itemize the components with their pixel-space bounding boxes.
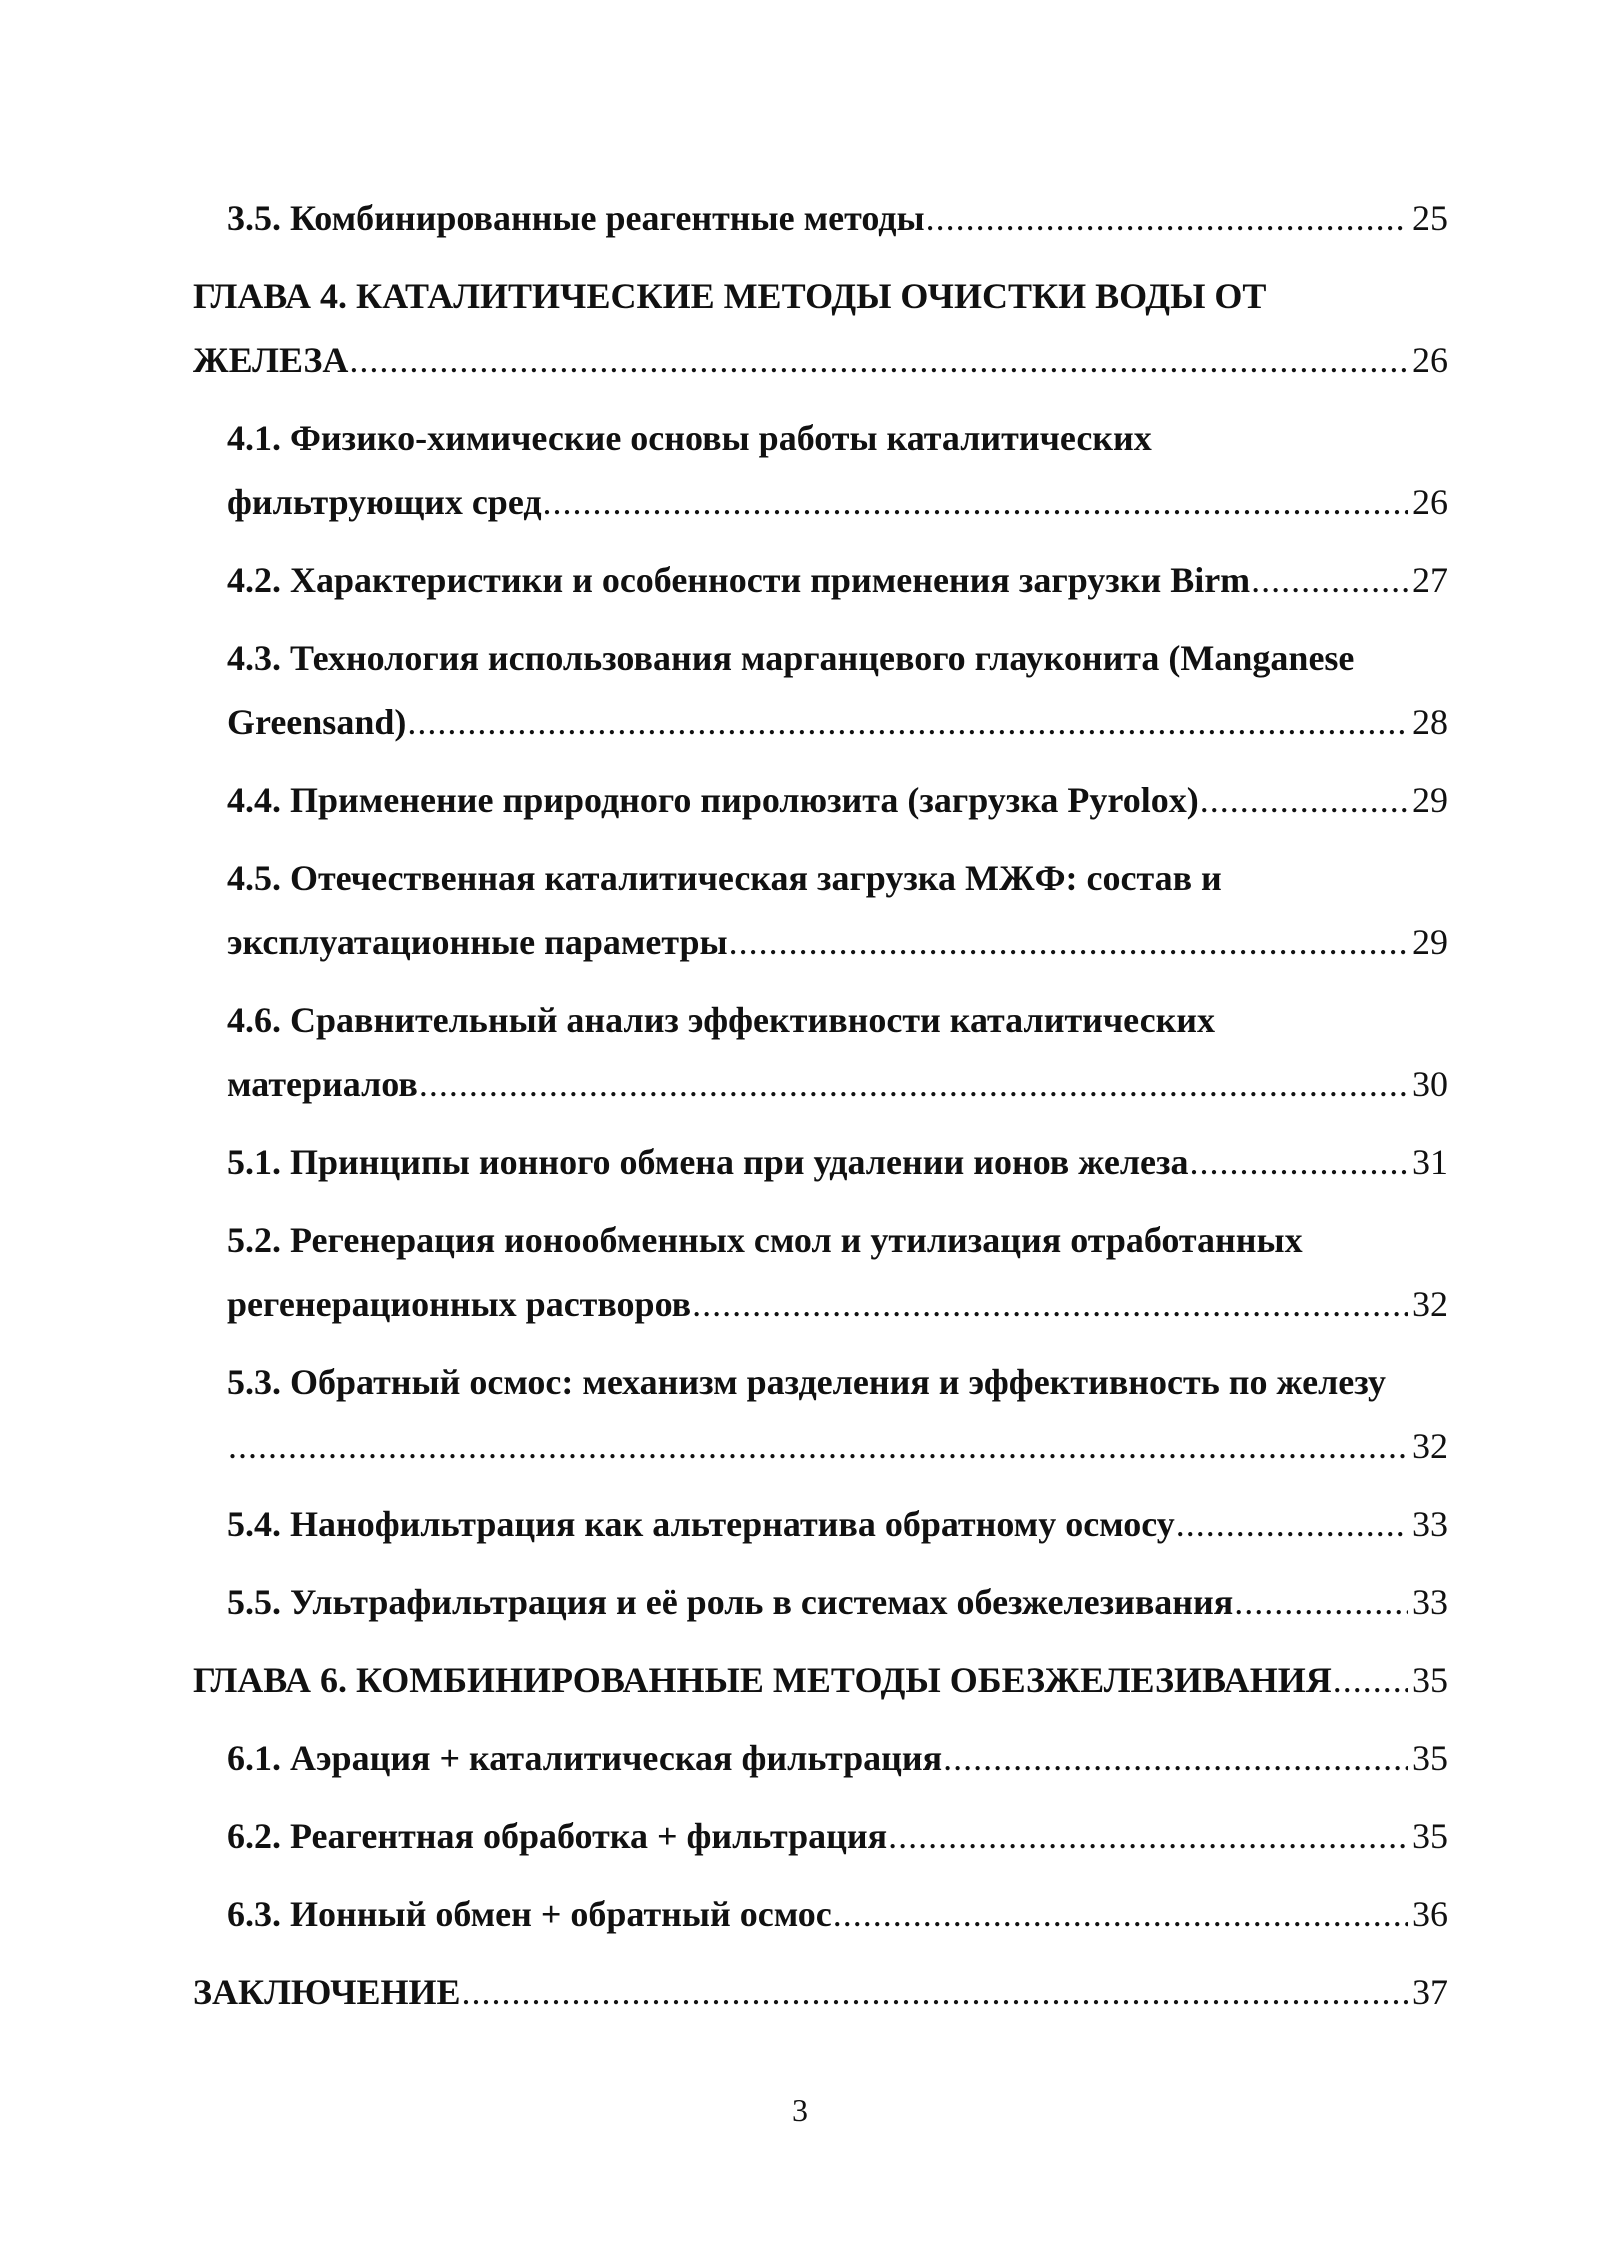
toc-page-number: 27 xyxy=(1412,560,1448,600)
toc-page-number: 26 xyxy=(1412,482,1448,522)
toc-entry-line xyxy=(227,776,1448,824)
toc-page-number: 30 xyxy=(1412,1064,1448,1104)
toc-page-number: 25 xyxy=(1412,198,1448,238)
toc-entry-line xyxy=(227,194,1448,242)
toc-entry-line xyxy=(227,1060,1448,1108)
dot-leader xyxy=(228,1422,1408,1470)
dot-leader xyxy=(729,918,1408,966)
dot-leader xyxy=(1234,1578,1408,1626)
toc-entry-line xyxy=(227,1500,1448,1548)
toc-entry-line xyxy=(227,1216,1303,1264)
toc-entry-title: 4.6. Сравнительный анализ эффективности каталитических xyxy=(227,1000,1216,1040)
toc-entry-line xyxy=(227,556,1448,604)
toc-entry-title: ГЛАВА 4. КАТАЛИТИЧЕСКИЕ МЕТОДЫ ОЧИСТКИ ВОДЫ ОТ xyxy=(193,276,1267,316)
toc-entry-title-continued: Greensand) xyxy=(227,702,407,742)
toc-entry-title: 4.4. Применение природного пиролюзита (загрузка Pyrolox) xyxy=(227,780,1199,820)
toc-page-number: 33 xyxy=(1412,1582,1448,1622)
toc-entry-line xyxy=(193,336,1448,384)
dot-leader xyxy=(1176,1500,1408,1548)
toc-entry-line xyxy=(227,634,1354,682)
toc-entry-line xyxy=(193,1968,1448,2016)
toc-page-number: 32 xyxy=(1412,1426,1448,1466)
toc-page-number: 36 xyxy=(1412,1894,1448,1934)
dot-leader xyxy=(1200,776,1408,824)
toc-entry-title: ЗАКЛЮЧЕНИЕ xyxy=(193,1972,461,2012)
toc-entry-title: 5.5. Ультрафильтрация и её роль в системах обезжелезивания xyxy=(227,1582,1234,1622)
toc-entry-title-continued: эксплуатационные параметры xyxy=(227,922,728,962)
toc-entry-line xyxy=(227,918,1448,966)
toc-page-number: 35 xyxy=(1412,1660,1448,1700)
toc-entry-line xyxy=(227,1422,1448,1470)
toc-entry-title-continued: фильтрующих сред xyxy=(227,482,542,522)
toc-entry-title: 6.3. Ионный обмен + обратный осмос xyxy=(227,1894,832,1934)
toc-entry-title: 5.1. Принципы ионного обмена при удалении ионов железа xyxy=(227,1142,1189,1182)
toc-entry-line xyxy=(227,1578,1448,1626)
toc-entry-line xyxy=(227,1812,1448,1860)
toc-entry-title: 4.1. Физико-химические основы работы каталитических xyxy=(227,418,1152,458)
dot-leader xyxy=(543,478,1408,526)
toc-entry-line xyxy=(227,854,1222,902)
dot-leader xyxy=(943,1734,1408,1782)
toc-page-number: 29 xyxy=(1412,922,1448,962)
toc-entry-title: 3.5. Комбинированные реагентные методы xyxy=(227,198,925,238)
toc-page-number: 31 xyxy=(1412,1142,1448,1182)
toc-entry-title: 4.3. Технология использования марганцевого глауконита (Manganese xyxy=(227,638,1355,678)
toc-entry-title-continued: материалов xyxy=(227,1064,418,1104)
dot-leader xyxy=(833,1890,1408,1938)
toc-entry-title: 5.2. Регенерация ионообменных смол и утилизация отработанных xyxy=(227,1220,1303,1260)
toc-page-number: 35 xyxy=(1412,1816,1448,1856)
toc-page-number: 28 xyxy=(1412,702,1448,742)
dot-leader xyxy=(888,1812,1408,1860)
toc-entry-line xyxy=(227,1358,1386,1406)
toc-page-number: 37 xyxy=(1412,1972,1448,2012)
toc-entry-title: 4.2. Характеристики и особенности применения загрузки Birm xyxy=(227,560,1251,600)
dot-leader xyxy=(349,336,1408,384)
dot-leader xyxy=(419,1060,1408,1108)
toc-entry-line xyxy=(227,698,1448,746)
toc-entry-title: 5.4. Нанофильтрация как альтернатива обратному осмосу xyxy=(227,1504,1175,1544)
toc-entry-line xyxy=(227,414,1152,462)
toc-entry-line xyxy=(227,1734,1448,1782)
toc-entry-line xyxy=(227,1138,1448,1186)
toc-page-number: 33 xyxy=(1412,1504,1448,1544)
toc-entry-title: 6.1. Аэрация + каталитическая фильтрация xyxy=(227,1738,943,1778)
toc-page-number: 29 xyxy=(1412,780,1448,820)
toc-entry-title: 6.2. Реагентная обработка + фильтрация xyxy=(227,1816,888,1856)
dot-leader xyxy=(1333,1656,1408,1704)
dot-leader xyxy=(1251,556,1408,604)
toc-entry-line xyxy=(227,996,1215,1044)
toc-page-number: 32 xyxy=(1412,1284,1448,1324)
dot-leader xyxy=(407,698,1408,746)
toc-entry-title-continued: регенерационных растворов xyxy=(227,1284,692,1324)
page-number: 3 xyxy=(792,2092,808,2128)
toc-entry-title: ГЛАВА 6. КОМБИНИРОВАННЫЕ МЕТОДЫ ОБЕЗЖЕЛЕЗИВАНИЯ xyxy=(193,1660,1332,1700)
toc-entry-line xyxy=(193,1656,1448,1704)
dot-leader xyxy=(926,194,1408,242)
toc-entry-title: 5.3. Обратный осмос: механизм разделения и эффективность по железу xyxy=(227,1362,1386,1402)
toc-entry-line xyxy=(193,272,1266,320)
dot-leader xyxy=(462,1968,1408,2016)
toc-entry-line xyxy=(227,1890,1448,1938)
dot-leader xyxy=(1190,1138,1409,1186)
dot-leader xyxy=(692,1280,1408,1328)
toc-entry-line xyxy=(227,1280,1448,1328)
toc-page-number: 35 xyxy=(1412,1738,1448,1778)
toc-entry-title: 4.5. Отечественная каталитическая загрузка МЖФ: состав и xyxy=(227,858,1222,898)
toc-entry-title-continued: ЖЕЛЕЗА xyxy=(193,340,349,380)
toc-page-number: 26 xyxy=(1412,340,1448,380)
toc-entry-line xyxy=(227,478,1448,526)
